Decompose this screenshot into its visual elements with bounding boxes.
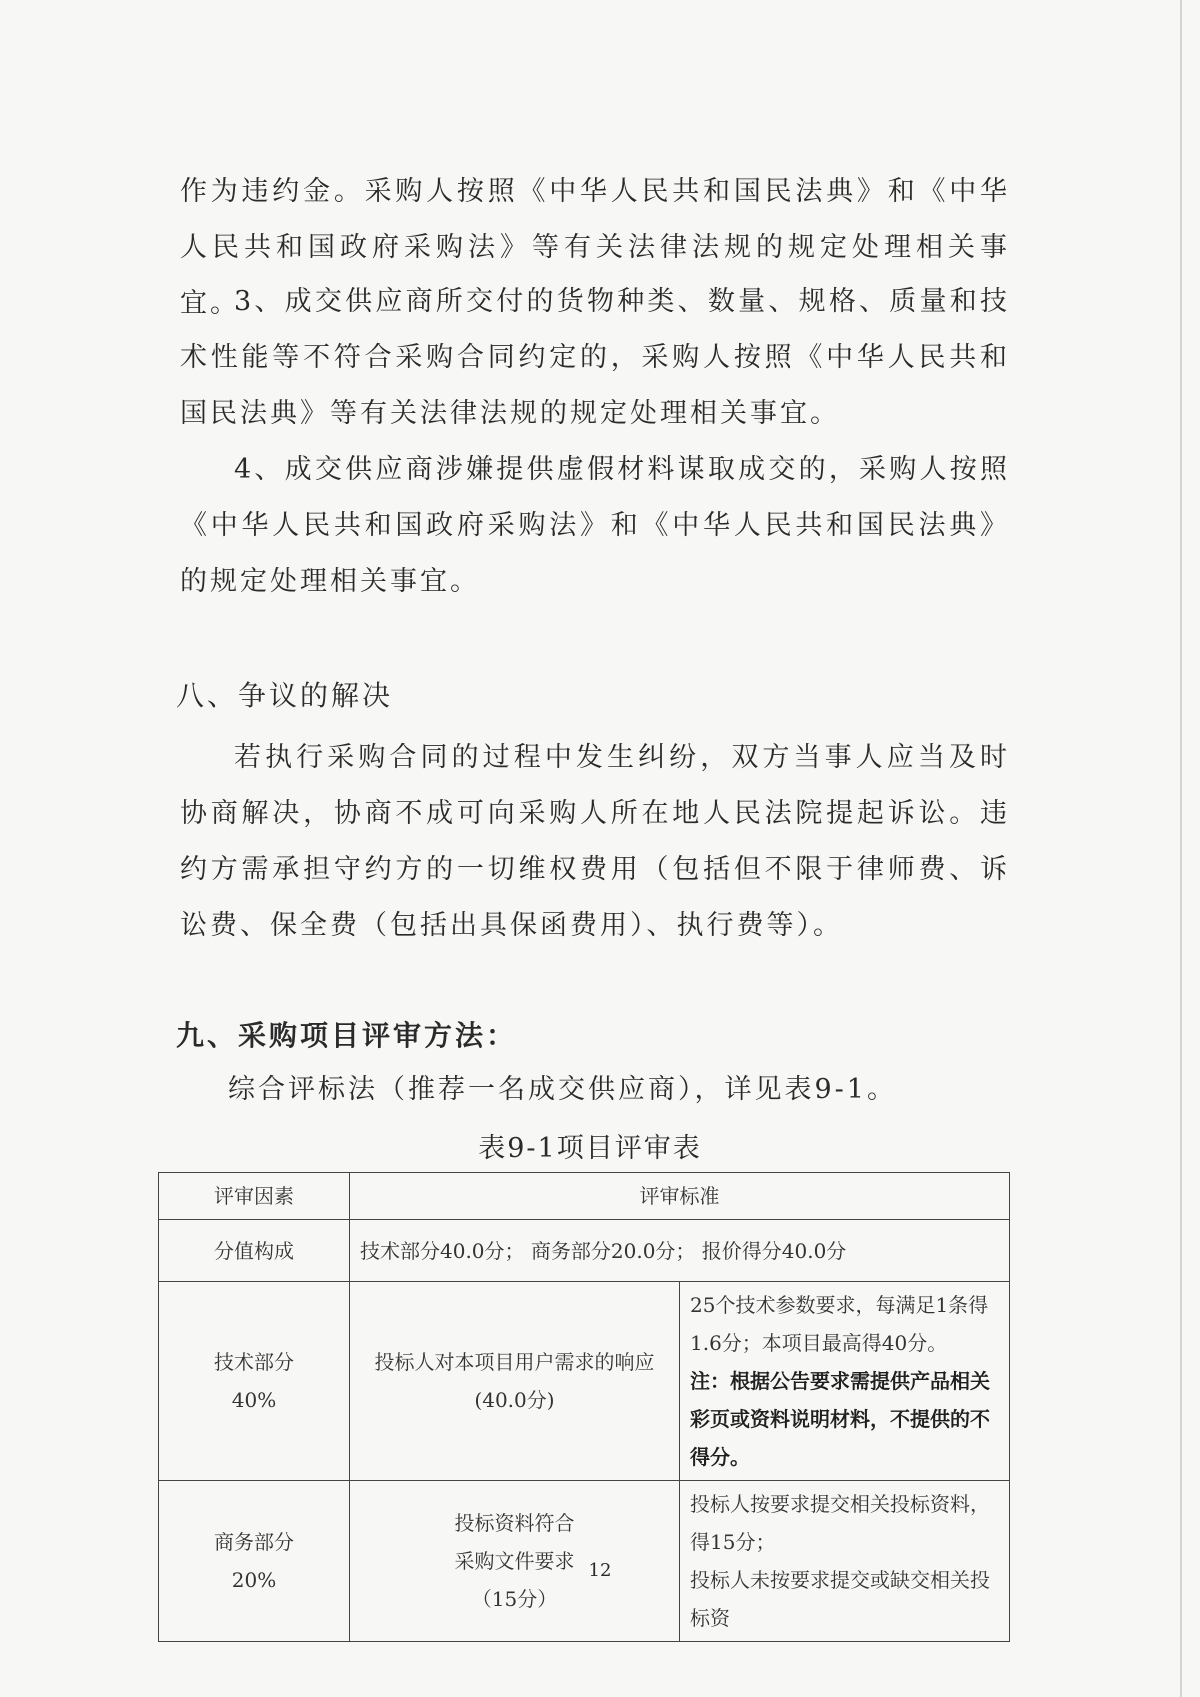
section-heading-evaluation: 九、采购项目评审方法： xyxy=(176,1019,518,1052)
page-number: 12 xyxy=(588,1560,612,1581)
tech-criteria-text: 25个技术参数要求，每满足1条得1.6分；本项目最高得40分。 xyxy=(690,1293,989,1355)
table-caption: 表9-1项目评审表 xyxy=(478,1133,702,1164)
header-standard: 评审标准 xyxy=(350,1173,1010,1220)
paragraph-clause-4: 4、成交供应商涉嫌提供虚假材料谋取成交的，采购人按照《中华人民共和国政府采购法》和《中华人民共和国民法典》的规定处理相关事宜。 xyxy=(180,454,1010,597)
business-item-line3: （15分） xyxy=(471,1587,558,1611)
paragraph-clause-3: 3、成交供应商所交付的货物种类、数量、规格、质量和技术性能等不符合采购合同约定的，采购人按照《中华人民共和国民法典》等有关法律法规的规定处理相关事宜。 xyxy=(180,286,1010,429)
table-row-score-composition xyxy=(159,1220,1010,1282)
header-factor: 评审因素 xyxy=(159,1173,350,1220)
business-factor-label: 商务部分 xyxy=(214,1530,294,1554)
cell-score-standard: 技术部分40.0分； 商务部分20.0分； 报价得分40.0分 xyxy=(350,1220,1010,1282)
cell-tech-item: 投标人对本项目用户需求的响应(40.0分) xyxy=(350,1282,680,1481)
business-criteria-a: 投标人按要求提交相关投标资料，得15分； xyxy=(690,1492,990,1554)
paragraph-penalty-continuation: 作为违约金。采购人按照《中华人民共和国民法典》和《中华人民共和国政府采购法》等有关法律法规的规定处理相关事宜。 xyxy=(180,176,1010,319)
tech-factor-percent: 40% xyxy=(231,1388,277,1412)
business-criteria-b: 投标人未按要求提交或缺交相关投标资 xyxy=(690,1568,990,1630)
tech-factor-label: 技术部分 xyxy=(214,1350,294,1374)
cell-tech-criteria xyxy=(680,1282,1010,1481)
paragraph-evaluation-method: 综合评标法（推荐一名成交供应商），详见表9-1。 xyxy=(228,1074,897,1105)
tech-criteria-note: 注：根据公告要求需提供产品相关彩页或资料说明材料，不提供的不得分。 xyxy=(690,1369,990,1469)
business-factor-percent: 20% xyxy=(231,1568,277,1592)
business-item-line2: 采购文件要求 xyxy=(454,1549,575,1573)
scan-edge-line xyxy=(1180,0,1182,1697)
paragraph-dispute-resolution: 若执行采购合同的过程中发生纠纷，双方当事人应当及时协商解决，协商不成可向采购人所在地人民法院提起诉讼。违约方需承担守约方的一切维权费用（包括但不限于律师费、诉讼费、保全费（包括出具保函费用）、执行费等）。 xyxy=(180,742,1010,941)
business-item-line1: 投标资料符合 xyxy=(454,1511,575,1535)
cell-score-factor: 分值构成 xyxy=(159,1220,350,1282)
cell-tech-factor xyxy=(159,1282,350,1481)
section-heading-dispute: 八、争议的解决 xyxy=(176,679,394,712)
table-row-technical xyxy=(159,1282,1010,1481)
table-header-row xyxy=(159,1173,1010,1220)
